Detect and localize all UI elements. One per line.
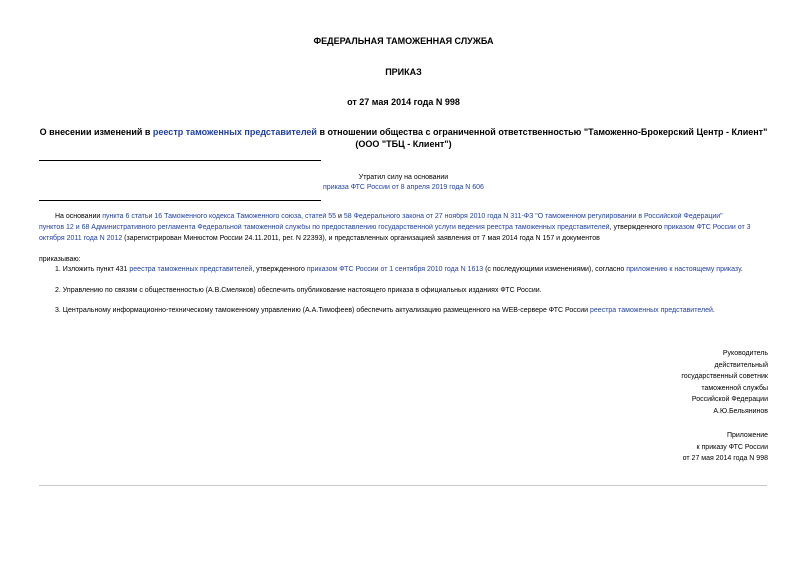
appendix-line: от 27 мая 2014 года N 998 xyxy=(682,455,768,463)
item-1-order-link[interactable]: приказом ФТС России от 1 сентября 2010 года N 1613 xyxy=(306,266,484,273)
signature-line: государственный советник xyxy=(681,373,768,381)
signature-name: А.Ю.Бельянинов xyxy=(713,407,768,415)
title-text-2: в отношении общества с ограниченной ответственностью "Таможенно-Брокерский Центр - Клиент" xyxy=(316,127,768,137)
page-divider xyxy=(39,485,767,486)
signature-block xyxy=(568,348,768,418)
item-1 xyxy=(55,266,743,273)
item-1-text: (с последующими изменениями), согласно xyxy=(483,266,627,273)
appendix-line: к приказу ФТС России xyxy=(696,443,768,451)
item-3-text: 3. Центральному информационно-техническому таможенному управлению (А.А.Тимофеев) обеспечить актуализацию размещенного на WEB-сервере ФТС России xyxy=(55,307,591,314)
status-repeal-link[interactable]: приказа ФТС России от 8 апреля 2019 года N 606 xyxy=(323,184,484,191)
status-link-wrap xyxy=(0,184,807,191)
status-line: Утратил силу на основании xyxy=(358,174,449,181)
item-1-appendix-link[interactable]: приложению к настоящему приказу xyxy=(626,266,741,273)
signature-line: действительный xyxy=(714,361,768,369)
appendix-block xyxy=(568,430,768,465)
item-1-text: , утвержденного xyxy=(252,266,307,273)
federal-law-link[interactable]: 58 Федерального закона от 27 ноября 2010 года N 311-ФЗ "О таможенном регулировании в Российской Федерации" xyxy=(343,213,723,220)
item-2: 2. Управлению по связям с общественностью (А.В.Смеляков) обеспечить опубликование настоящего приказа в официальных изданиях ФТС России. xyxy=(55,287,542,294)
preamble-text: , утвержденного xyxy=(609,224,665,231)
preamble-line-3 xyxy=(39,235,600,242)
order-word: приказываю: xyxy=(39,256,81,263)
admin-regulation-link[interactable]: пунктов 12 и 68 Административного регламента Федеральной таможенной службы по предоставлению государственной услуги ведения реестра таможенных представителей xyxy=(39,224,610,231)
title-text-1: О внесении изменений в xyxy=(39,127,153,137)
item-1-text: 1. Изложить пункт 431 xyxy=(55,266,130,273)
item-3 xyxy=(55,307,715,314)
signature-line: Руководитель xyxy=(722,350,768,357)
item-1-registry-link[interactable]: реестра таможенных представителей xyxy=(129,266,253,273)
divider-top xyxy=(39,160,321,161)
signature-line: таможенной службы xyxy=(701,384,768,392)
fts-order-link[interactable]: приказом ФТС России от 3 xyxy=(664,224,751,231)
divider-bottom xyxy=(39,200,321,201)
preamble-line-1 xyxy=(55,213,767,220)
item-1-text: . xyxy=(740,266,743,273)
preamble-text: На основании xyxy=(55,213,103,220)
title-line-2: (ООО "ТБЦ - Клиент") xyxy=(355,139,452,149)
preamble-line-2 xyxy=(39,224,767,231)
document-type: ПРИКАЗ xyxy=(385,67,422,77)
signature-line: Российской Федерации xyxy=(691,396,768,404)
item-3-registry-link[interactable]: реестра таможенных представителей xyxy=(590,307,713,314)
preamble-text: и xyxy=(336,213,344,220)
preamble-text: (зарегистрирован Минюстом России 24.11.2011, рег. N 22393), и представленных организацией заявления от 7 мая 2014 года N 157 и документов xyxy=(122,235,600,242)
item-3-text: . xyxy=(712,307,715,314)
fts-order-date-link[interactable]: октября 2011 года N 2012 xyxy=(39,235,123,242)
document-date: от 27 мая 2014 года N 998 xyxy=(347,97,460,107)
agency-name: ФЕДЕРАЛЬНАЯ ТАМОЖЕННАЯ СЛУЖБА xyxy=(313,36,494,46)
title-registry-link[interactable]: реестр таможенных представителей xyxy=(152,127,317,137)
appendix-line: Приложение xyxy=(726,432,768,439)
document-title xyxy=(0,127,807,137)
customs-code-link[interactable]: пункта 6 статьи 16 Таможенного кодекса Таможенного союза, статей 55 xyxy=(102,213,337,220)
